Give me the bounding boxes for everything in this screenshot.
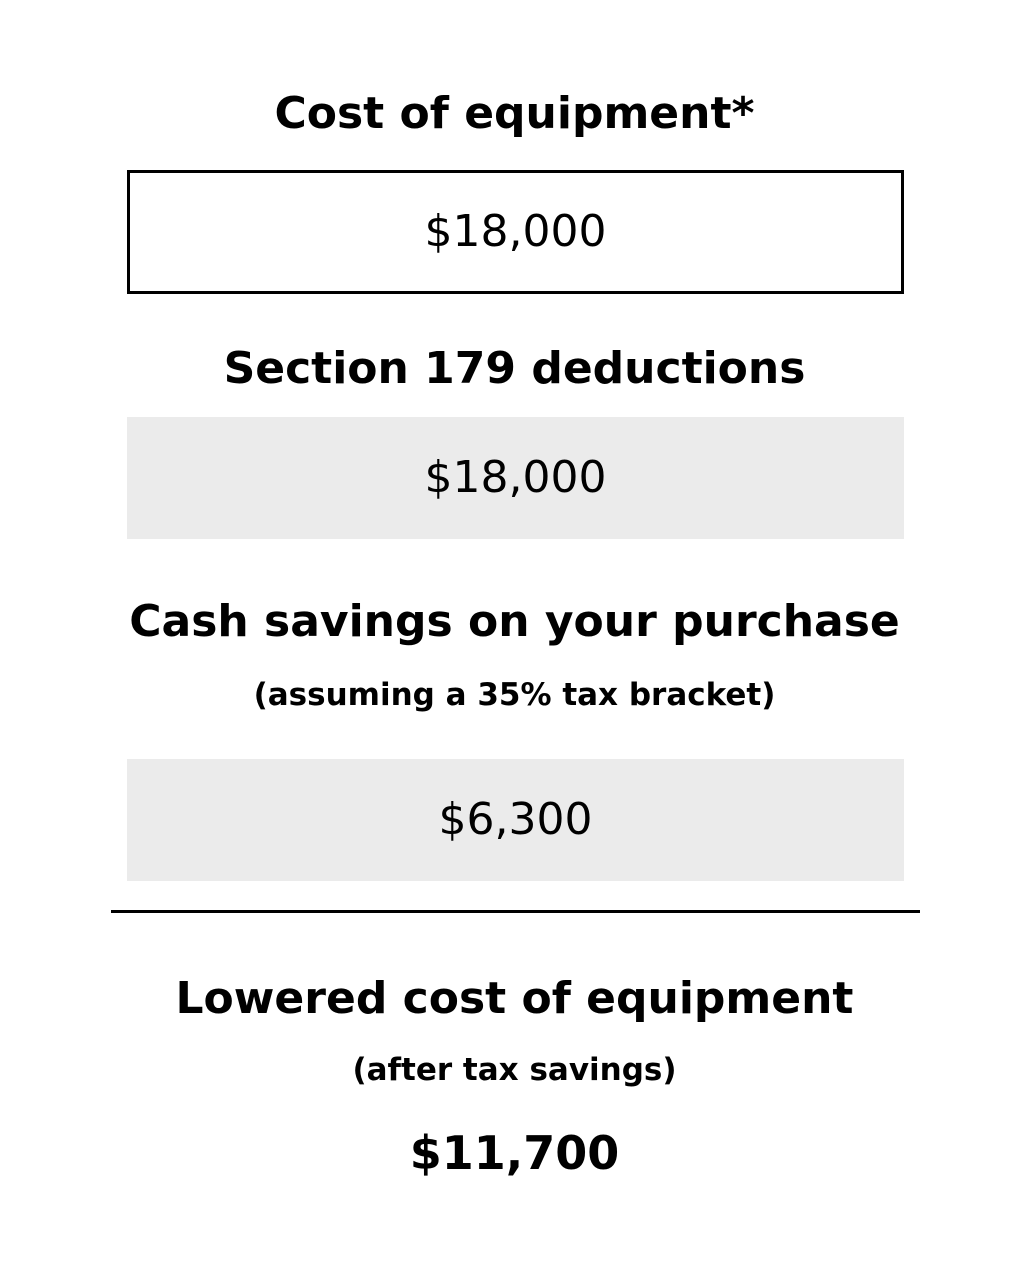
- after-tax-savings-note: (after tax savings): [352, 1052, 677, 1088]
- lowered-cost-label: Lowered cost of equipment: [175, 973, 854, 1024]
- cash-savings-field: [127, 759, 904, 881]
- lowered-cost-value: $11,700: [409, 1126, 620, 1180]
- section-179-deductions-label: Section 179 deductions: [223, 343, 806, 394]
- cost-of-equipment-label: Cost of equipment*: [274, 88, 755, 139]
- cash-savings-value: $6,300: [438, 794, 593, 845]
- cost-of-equipment-value: $18,000: [424, 206, 607, 257]
- divider: [111, 910, 920, 913]
- section-179-deductions-value: $18,000: [424, 452, 607, 503]
- tax-bracket-note: (assuming a 35% tax bracket): [253, 677, 776, 713]
- cost-of-equipment-input[interactable]: [127, 170, 904, 294]
- section-179-deductions-field: [127, 417, 904, 539]
- cash-savings-label: Cash savings on your purchase: [129, 596, 900, 647]
